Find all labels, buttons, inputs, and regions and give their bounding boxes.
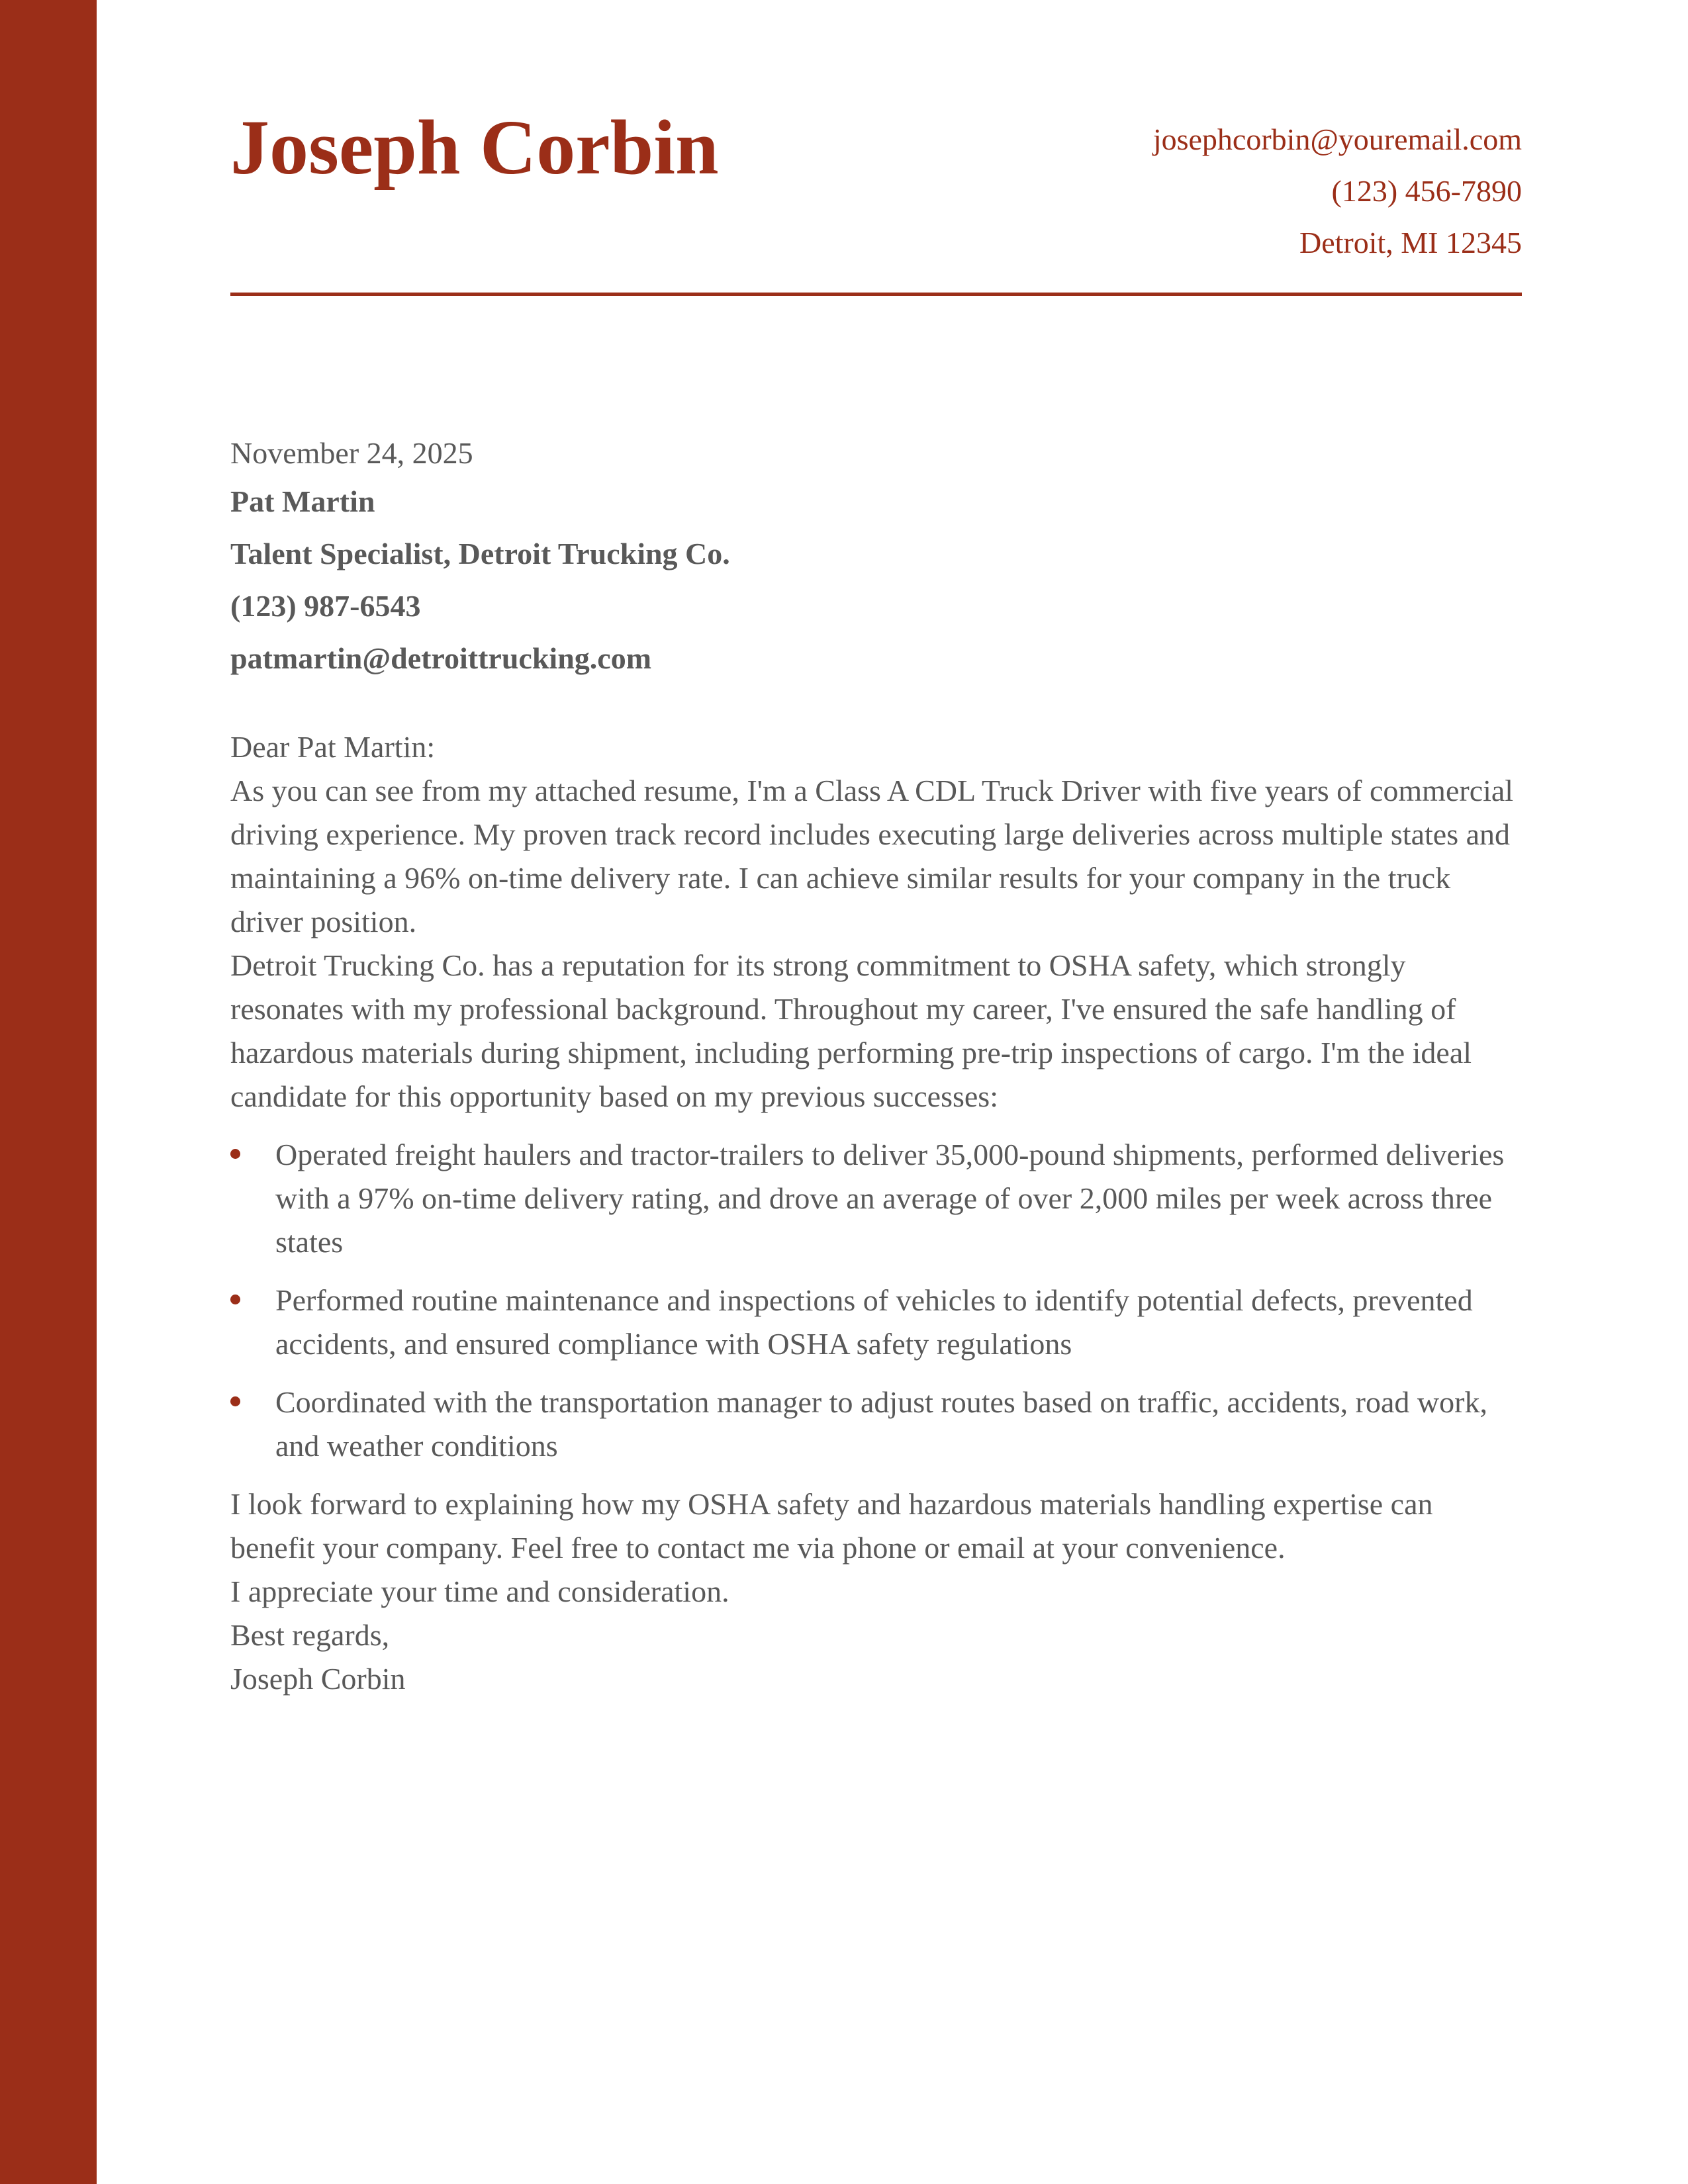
achievement-text: Coordinated with the transportation manager to adjust routes based on traffic, accidents, road work, and weather conditions bbox=[275, 1385, 1487, 1463]
sign-off: Best regards, bbox=[230, 1618, 390, 1652]
achievements-list bbox=[230, 1133, 1522, 1468]
achievement-text: Performed routine maintenance and inspections of vehicles to identify potential defects, prevented accidents, and ensured compliance with OSHA safety regulations bbox=[275, 1283, 1473, 1361]
sender-contact-block bbox=[1153, 114, 1522, 269]
letter-date: November 24, 2025 bbox=[230, 436, 473, 470]
achievement-item bbox=[230, 1133, 1522, 1264]
recipient-title: Talent Specialist, Detroit Trucking Co. bbox=[230, 537, 730, 570]
closing-paragraph: I appreciate your time and consideration. bbox=[230, 1574, 729, 1608]
signature-name: Joseph Corbin bbox=[230, 1662, 406, 1696]
sender-location: Detroit, MI 12345 bbox=[1299, 226, 1522, 259]
body-paragraph: Detroit Trucking Co. has a reputation for its strong commitment to OSHA safety, which strongly resonates with my professional background. Throughout my career, I've ensured the safe handling of hazardous materials during shipment, including performing pre-trip inspections of cargo. I'm the ideal candidate for this opportunity based on my previous successes: bbox=[230, 948, 1472, 1113]
sender-name: Joseph Corbin bbox=[230, 104, 719, 191]
achievement-text: Operated freight haulers and tractor-trailers to deliver 35,000-pound shipments, performed deliveries with a 97% on-time delivery rating, and drove an average of over 2,000 miles per week across three states bbox=[275, 1138, 1505, 1259]
recipient-phone: (123) 987-6543 bbox=[230, 589, 421, 623]
body-paragraph: As you can see from my attached resume, I'm a Class A CDL Truck Driver with five years of commercial driving experience. My proven track record includes executing large deliveries across multiple states and maintaining a 96% on-time delivery rate. I can achieve similar results for your company in the truck driver position. bbox=[230, 774, 1514, 938]
recipient-name: Pat Martin bbox=[230, 484, 375, 518]
closing-paragraph: I look forward to explaining how my OSHA safety and hazardous materials handling expertise can benefit your company. Feel free to contact me via phone or email at your convenience. bbox=[230, 1487, 1433, 1565]
letter-body bbox=[230, 432, 1522, 1701]
sender-email: josephcorbin@youremail.com bbox=[1152, 122, 1522, 156]
recipient-email: patmartin@detroittrucking.com bbox=[230, 641, 652, 675]
bullet-icon bbox=[230, 1295, 240, 1304]
salutation: Dear Pat Martin: bbox=[230, 730, 436, 764]
bullet-icon bbox=[230, 1396, 240, 1406]
header-divider bbox=[230, 293, 1522, 296]
achievement-item bbox=[230, 1381, 1522, 1468]
accent-sidebar bbox=[0, 0, 97, 2184]
bullet-icon bbox=[230, 1149, 240, 1159]
recipient-block bbox=[230, 475, 1522, 684]
sender-phone: (123) 456-7890 bbox=[1331, 174, 1522, 208]
achievement-item bbox=[230, 1279, 1522, 1366]
